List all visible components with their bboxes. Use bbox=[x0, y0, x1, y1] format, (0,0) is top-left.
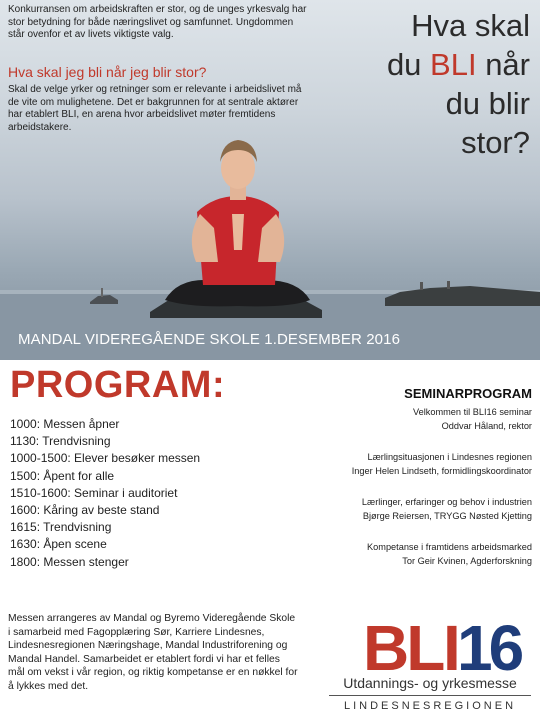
program-item: 1615: Trendvisning bbox=[10, 520, 112, 535]
logo-divider bbox=[329, 695, 531, 696]
logo-subtitle: Utdannings- og yrkesmesse bbox=[343, 675, 517, 691]
seminar-items bbox=[316, 406, 532, 586]
logo-number: 16 bbox=[457, 612, 521, 684]
seminar-topic: Lærlingsituasjonen i Lindesnes regionen bbox=[367, 452, 532, 462]
program-list bbox=[10, 416, 200, 571]
seminar-title: SEMINARPROGRAM bbox=[404, 386, 532, 401]
intro-paragraph-2: Skal de velge yrker og retninger som er relevante i arbeidslivet må de vite om mulighetene. Det er bakgrunnen for at sentrale aktører har etablert BLI, en arena hvor arbeidslivet møter fremtidens arbeidstakere. bbox=[8, 84, 302, 133]
headline-bli: BLI bbox=[430, 47, 477, 82]
program-item: 1130: Trendvisning bbox=[10, 434, 111, 449]
seminar-topic: Velkommen til BLI16 seminar bbox=[413, 407, 532, 417]
person-head bbox=[221, 147, 255, 189]
program-item: 1510-1600: Seminar i auditoriet bbox=[10, 485, 178, 500]
headline-line-4: stor? bbox=[461, 125, 530, 160]
logo-bl: BL bbox=[363, 612, 443, 684]
headline bbox=[387, 6, 530, 162]
organizers-text: Messen arrangeres av Mandal og Byremo Videregående Skole i samarbeid med Fagopplæring Sør, Karriere Lindesnes, Lindesnesregionen Næringshage, Mandal Industriforening og Mandal Handel. Samarbeidet er etablert fordi vi har et felles mål om vekst i vår region, og riktig kompetanse er en nøkkel for å lykkes med det. bbox=[8, 613, 298, 692]
intro-question: Hva skal jeg bli når jeg blir stor? bbox=[8, 64, 207, 80]
bli16-wordmark bbox=[363, 608, 521, 684]
intro-paragraph: Konkurransen om arbeidskraften er stor, og de unges yrkesvalg har stor betydning for både næringslivet og samfunnet. Ungdommen står ovenfor et av livets viktigste valg. bbox=[8, 4, 307, 40]
headline-line-1: Hva skal bbox=[411, 8, 530, 43]
seminar-topic: Lærlinger, erfaringer og behov i industrien bbox=[361, 497, 532, 507]
seminar-item bbox=[316, 406, 532, 433]
seminar-speaker: Tor Geir Kvinen, Agderforskning bbox=[402, 555, 532, 566]
person-hands bbox=[232, 214, 244, 250]
seminar-speaker: Bjørge Reiersen, TRYGG Nøsted Kjetting bbox=[362, 510, 532, 521]
bottom-section bbox=[0, 360, 540, 720]
program-panel bbox=[0, 360, 306, 574]
seminar-speaker: Oddvar Håland, rektor bbox=[441, 420, 532, 431]
program-item: 1500: Åpent for alle bbox=[10, 468, 115, 483]
island-right bbox=[385, 286, 540, 306]
logo-i: I bbox=[443, 612, 461, 684]
seminar-topic: Kompetanse i framtidens arbeidsmarked bbox=[367, 542, 532, 552]
logo-region: LINDESNESREGIONEN bbox=[343, 700, 517, 712]
program-item: 1630: Åpen scene bbox=[10, 537, 107, 552]
seminar-panel bbox=[316, 360, 540, 574]
event-location-date: MANDAL VIDEREGÅENDE SKOLE 1.DESEMBER 2016 bbox=[18, 331, 401, 348]
seminar-item bbox=[316, 541, 532, 568]
program-item: 1800: Messen stenger bbox=[10, 554, 129, 569]
bli16-logo bbox=[325, 608, 535, 718]
seminar-item bbox=[316, 451, 532, 478]
seminar-speaker: Inger Helen Lindseth, formidlingskoordinator bbox=[351, 465, 532, 476]
program-item: 1000-1500: Elever besøker messen bbox=[10, 451, 201, 466]
program-item: 1600: Kåring av beste stand bbox=[10, 503, 160, 518]
headline-line-3: du blir bbox=[445, 86, 530, 121]
seminar-item bbox=[316, 496, 532, 523]
program-item: 1000: Messen åpner bbox=[10, 417, 120, 431]
program-title: PROGRAM: bbox=[10, 364, 226, 406]
headline-line-2: du BLI når bbox=[386, 47, 530, 82]
